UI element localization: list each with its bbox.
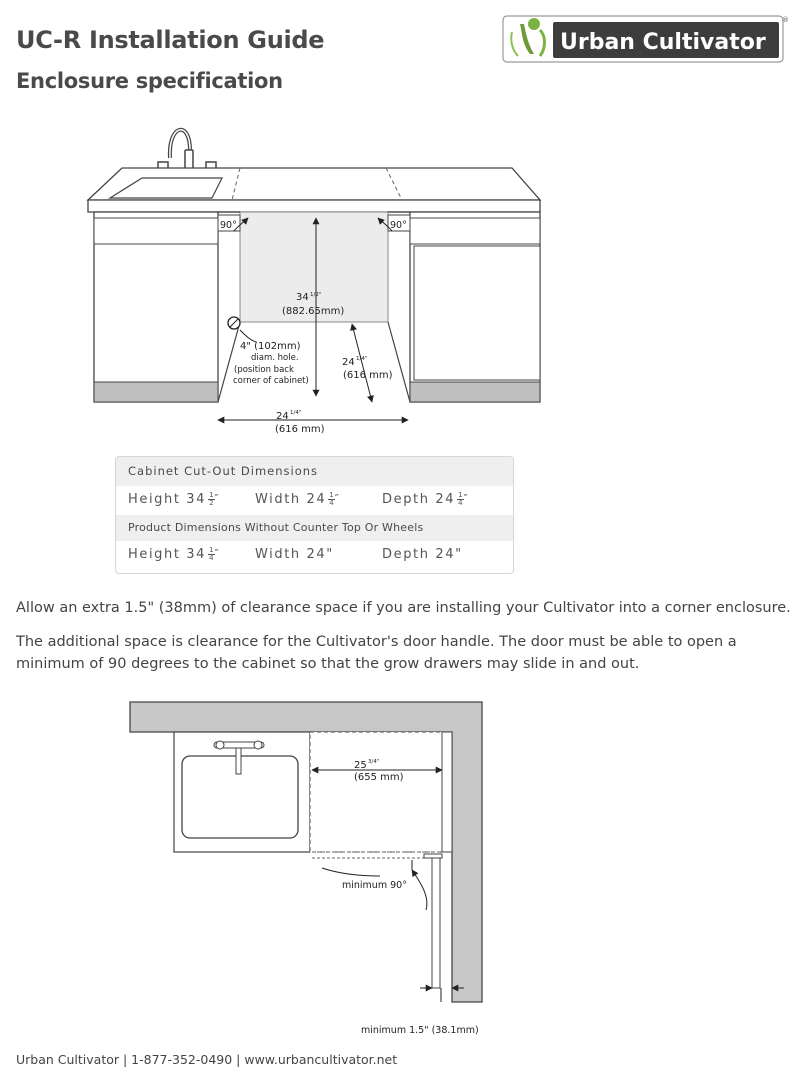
cutout-width: Width 24 $\frac{1}{4}$ ″	[255, 491, 339, 507]
angle-label: minimum 90°	[342, 880, 407, 891]
logo-text: Urban Cultivator	[560, 30, 766, 55]
hole-note-2: corner of cabinet)	[233, 376, 309, 386]
door-handle-paragraph: The additional space is clearance for the Cultivator's door handle. The door must be able to open a minimum of 90 degrees to the cabinet so that the grow drawers may slide in and out.	[16, 634, 737, 672]
faucet-icon	[158, 130, 216, 170]
width-fraction: 3/4"	[368, 759, 380, 765]
clearance-paragraph: Allow an extra 1.5" (38mm) of clearance space if you are installing your Cultivator into a corner enclosure.	[16, 600, 791, 616]
brand-logo	[500, 10, 792, 68]
cutout-header: Cabinet Cut-Out Dimensions	[116, 457, 513, 486]
depth-mm: (616 mm)	[343, 370, 393, 381]
depth-fraction: 1/4"	[356, 356, 368, 362]
width-fraction: 1/4"	[290, 410, 302, 416]
product-height: Height 34 $\frac{1}{4}$ ″	[128, 546, 219, 562]
open-door	[432, 856, 440, 988]
product-width: Width 24"	[255, 547, 334, 562]
angle-left-label: 90°	[220, 220, 237, 231]
cutout-depth: Depth 24 $\frac{1}{4}$ ″	[382, 491, 468, 507]
height-fraction: 1/2"	[310, 292, 322, 298]
product-depth: Depth 24"	[382, 547, 463, 562]
height-value: 34	[296, 292, 309, 303]
height-mm: (882.65mm)	[282, 306, 345, 317]
registered-mark: ®	[782, 16, 789, 24]
width-value: 24	[276, 411, 289, 422]
dimensions-table	[115, 456, 514, 574]
section-title: Enclosure specification	[16, 69, 283, 93]
cabinet-cutout-diagram	[0, 110, 808, 450]
clearance-label: minimum 1.5" (38.1mm)	[361, 1025, 479, 1036]
cutout-height: Height 34 $\frac{1}{2}$ ″	[128, 491, 219, 507]
product-row	[116, 541, 513, 570]
width-value: 25	[354, 760, 367, 771]
corner-enclosure-diagram	[0, 690, 808, 1040]
width-mm: (655 mm)	[354, 772, 404, 783]
hole-note-1: (position back	[234, 365, 294, 375]
width-mm: (616 mm)	[275, 424, 325, 435]
hole-type: diam. hole.	[251, 353, 299, 363]
product-header: Product Dimensions Without Counter Top Or Wheels	[116, 515, 513, 541]
angle-right-label: 90°	[390, 220, 407, 231]
cutout-row	[116, 486, 513, 515]
hole-size: 4" (102mm)	[240, 341, 301, 352]
depth-value: 24	[342, 357, 355, 368]
footer-contact: Urban Cultivator | 1-877-352-0490 | www.urbancultivator.net	[16, 1052, 398, 1067]
page-title: UC-R Installation Guide	[16, 26, 325, 54]
